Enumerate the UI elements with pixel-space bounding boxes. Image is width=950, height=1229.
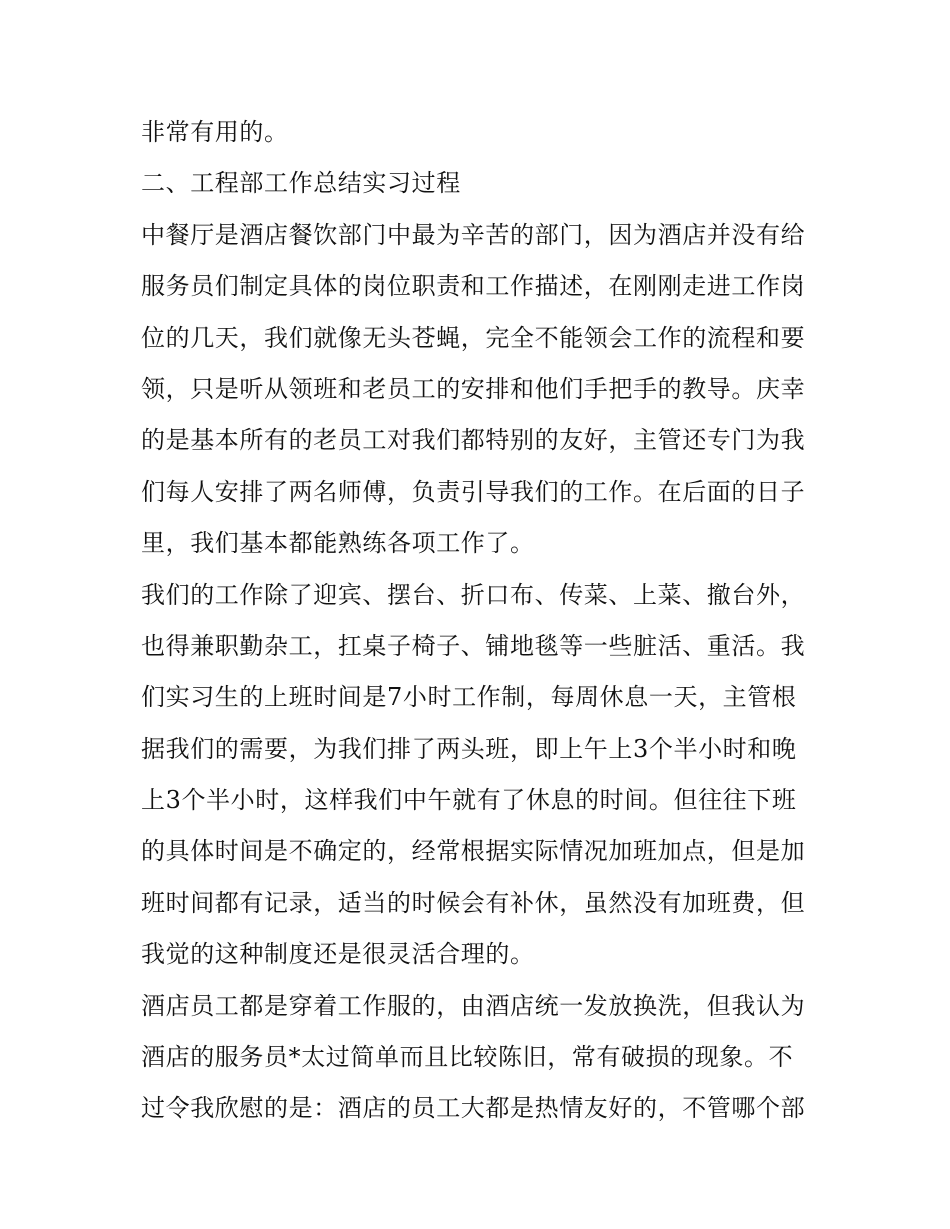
text-line: 领，只是听从领班和老员工的安排和他们手把手的教导。庆幸 xyxy=(141,374,806,403)
text-line: 中餐厅是酒店餐饮部门中最为辛苦的部门，因为酒店并没有给 xyxy=(141,220,806,249)
text-line: 们每人安排了两名师傅，负责引导我们的工作。在后面的日子 xyxy=(141,477,806,506)
section-heading: 二、工程部工作总结实习过程 xyxy=(141,169,461,198)
text-line: 我们的工作除了迎宾、摆台、折口布、传菜、上菜、撤台外， xyxy=(141,580,806,609)
text-line: 服务员们制定具体的岗位职责和工作描述，在刚刚走进工作岗 xyxy=(141,272,806,301)
text-line: 位的几天，我们就像无头苍蝇，完全不能领会工作的流程和要 xyxy=(141,323,806,352)
text-line: 里，我们基本都能熟练各项工作了。 xyxy=(141,529,535,558)
text-line: 班时间都有记录，适当的时候会有补休，虽然没有加班费，但 xyxy=(141,888,806,917)
document-body xyxy=(141,107,821,1135)
text-line: 上3个半小时，这样我们中午就有了休息的时间。但往往下班 xyxy=(141,786,797,815)
text-line: 非常有用的。 xyxy=(141,118,289,146)
text-line: 也得兼职勤杂工，扛桌子椅子、铺地毯等一些脏活、重活。我 xyxy=(141,631,806,660)
text-line: 们实习生的上班时间是7小时工作制，每周休息一天，主管根 xyxy=(141,683,797,712)
text-line: 的是基本所有的老员工对我们都特别的友好，主管还专门为我 xyxy=(141,426,806,455)
text-line: 的具体时间是不确定的，经常根据实际情况加班加点，但是加 xyxy=(141,837,806,866)
text-line: 据我们的需要，为我们排了两头班，即上午上3个半小时和晚 xyxy=(141,734,797,763)
text-line: 我觉的这种制度还是很灵活合理的。 xyxy=(141,940,535,969)
text-line: 酒店员工都是穿着工作服的，由酒店统一发放换洗，但我认为 xyxy=(141,991,806,1020)
text-line: 酒店的服务员*太过简单而且比较陈旧，常有破损的现象。不 xyxy=(141,1043,794,1072)
text-line: 过令我欣慰的是：酒店的员工大都是热情友好的，不管哪个部 xyxy=(141,1094,806,1123)
